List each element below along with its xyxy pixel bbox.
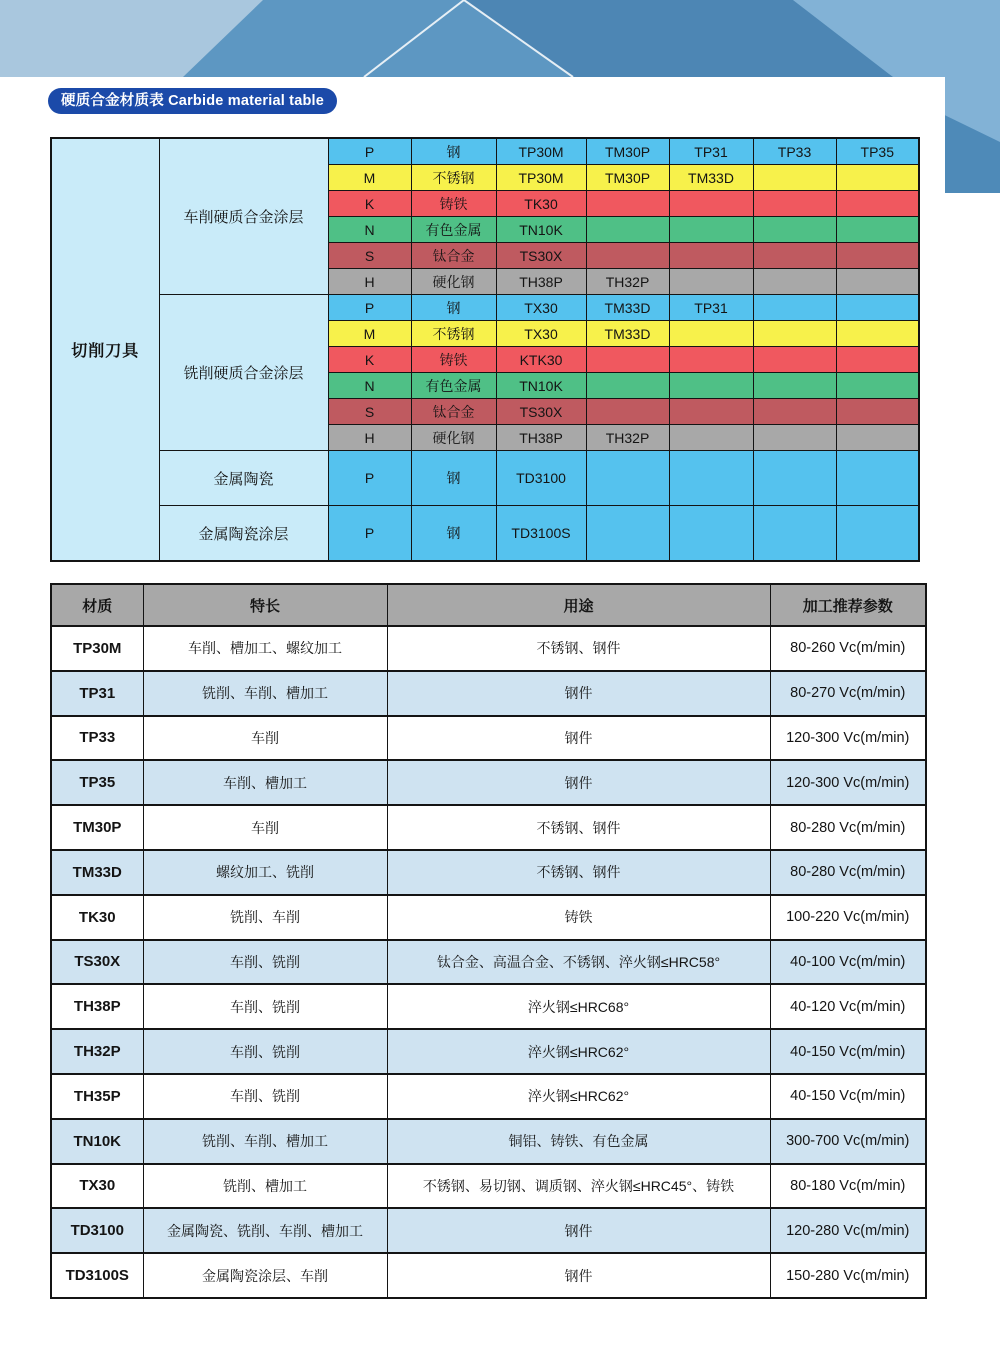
- grade-cell: [836, 425, 919, 451]
- spec-row: [51, 1164, 926, 1209]
- spec-params-cell: 80-280 Vc(m/min): [770, 805, 926, 850]
- grade-cell: [836, 347, 919, 373]
- grade-cell: [836, 295, 919, 321]
- iso-code-cell: P: [328, 295, 411, 321]
- grade-cell: [669, 347, 753, 373]
- spec-features-cell: 金属陶瓷涂层、车削: [143, 1253, 387, 1298]
- grade-cell: [753, 506, 836, 562]
- grade-cell: [753, 165, 836, 191]
- spec-features-cell: 铣削、车削: [143, 895, 387, 940]
- iso-code-cell: P: [328, 451, 411, 506]
- spec-features-cell: 铣削、车削、槽加工: [143, 1119, 387, 1164]
- spec-features-cell: 铣削、槽加工: [143, 1164, 387, 1209]
- grade-cell: TM33D: [669, 165, 753, 191]
- workpiece-cell: 钢: [411, 138, 496, 165]
- spec-usage-cell: 铸铁: [387, 895, 770, 940]
- spec-params-cell: 120-300 Vc(m/min): [770, 760, 926, 805]
- spec-table-body: [51, 626, 926, 1298]
- spec-usage-cell: 铜铝、铸铁、有色金属: [387, 1119, 770, 1164]
- spec-params-cell: 80-270 Vc(m/min): [770, 671, 926, 716]
- grid-row: [51, 138, 919, 165]
- spec-grade-cell: TK30: [51, 895, 143, 940]
- spec-row: [51, 760, 926, 805]
- spec-row: [51, 1029, 926, 1074]
- spec-usage-cell: 钢件: [387, 716, 770, 761]
- top-banner: [0, 0, 1000, 77]
- category-cell: 金属陶瓷: [159, 451, 328, 506]
- grade-cell: [836, 451, 919, 506]
- spec-grade-cell: TP35: [51, 760, 143, 805]
- grade-cell: [753, 217, 836, 243]
- spec-grade-cell: TP31: [51, 671, 143, 716]
- grade-cell: [669, 451, 753, 506]
- grade-cell: TM33D: [586, 295, 669, 321]
- spec-usage-cell: 钛合金、高温合金、不锈钢、淬火钢≤HRC58°: [387, 940, 770, 985]
- workpiece-cell: 钛合金: [411, 399, 496, 425]
- spec-grade-cell: TP30M: [51, 626, 143, 671]
- grade-cell: [753, 243, 836, 269]
- workpiece-cell: 不锈钢: [411, 321, 496, 347]
- spec-grade-cell: TX30: [51, 1164, 143, 1209]
- grade-cell: TK30: [496, 191, 586, 217]
- workpiece-cell: 钢: [411, 451, 496, 506]
- spec-features-cell: 车削、槽加工: [143, 760, 387, 805]
- spec-grade-cell: TM30P: [51, 805, 143, 850]
- grade-cell: [586, 243, 669, 269]
- spec-features-cell: 金属陶瓷、铣削、车削、槽加工: [143, 1208, 387, 1253]
- workpiece-cell: 钢: [411, 506, 496, 562]
- grade-cell: [836, 373, 919, 399]
- iso-code-cell: K: [328, 191, 411, 217]
- spec-params-cell: 80-260 Vc(m/min): [770, 626, 926, 671]
- grade-cell: [669, 191, 753, 217]
- spec-features-cell: 车削、槽加工、螺纹加工: [143, 626, 387, 671]
- grade-cell: TP31: [669, 295, 753, 321]
- spec-grade-cell: TN10K: [51, 1119, 143, 1164]
- right-side-strip: [945, 77, 1000, 193]
- workpiece-cell: 有色金属: [411, 373, 496, 399]
- grid-row: [51, 506, 919, 562]
- grade-cell: TM30P: [586, 138, 669, 165]
- banner-peak-lines-icon: [0, 0, 1000, 77]
- spec-features-cell: 车削、铣削: [143, 1074, 387, 1119]
- grade-cell: [836, 243, 919, 269]
- grade-cell: [753, 425, 836, 451]
- tool-label-cell: 切削刀具: [51, 138, 159, 561]
- spec-params-cell: 300-700 Vc(m/min): [770, 1119, 926, 1164]
- spec-row: [51, 984, 926, 1029]
- spec-usage-cell: 不锈钢、钢件: [387, 850, 770, 895]
- spec-grade-cell: TH35P: [51, 1074, 143, 1119]
- iso-code-cell: N: [328, 373, 411, 399]
- grade-cell: TD3100: [496, 451, 586, 506]
- spec-usage-cell: 不锈钢、易切钢、调质钢、淬火钢≤HRC45°、铸铁: [387, 1164, 770, 1209]
- workpiece-cell: 铸铁: [411, 191, 496, 217]
- spec-row: [51, 895, 926, 940]
- spec-features-cell: 车削、铣削: [143, 984, 387, 1029]
- grade-cell: [836, 321, 919, 347]
- spec-grade-cell: TD3100: [51, 1208, 143, 1253]
- spec-features-cell: 车削: [143, 805, 387, 850]
- grade-cell: [586, 506, 669, 562]
- grade-cell: [586, 399, 669, 425]
- grade-cell: TP30M: [496, 165, 586, 191]
- grade-cell: [836, 399, 919, 425]
- spec-usage-cell: 钢件: [387, 1253, 770, 1298]
- spec-grade-cell: TD3100S: [51, 1253, 143, 1298]
- spec-usage-cell: 不锈钢、钢件: [387, 626, 770, 671]
- grade-cell: TD3100S: [496, 506, 586, 562]
- spec-params-cell: 80-280 Vc(m/min): [770, 850, 926, 895]
- grade-cell: KTK30: [496, 347, 586, 373]
- spec-row: [51, 1074, 926, 1119]
- spec-usage-cell: 钢件: [387, 1208, 770, 1253]
- grade-cell: [753, 269, 836, 295]
- right-side-strip-dark-triangle: [945, 77, 1000, 193]
- grid-row: [51, 451, 919, 506]
- grade-cell: TS30X: [496, 243, 586, 269]
- grade-cell: [586, 217, 669, 243]
- spec-row: [51, 1208, 926, 1253]
- grade-cell: TH32P: [586, 425, 669, 451]
- category-cell: 铣削硬质合金涂层: [159, 295, 328, 451]
- spec-row: [51, 940, 926, 985]
- grade-cell: [753, 347, 836, 373]
- iso-code-cell: S: [328, 243, 411, 269]
- spec-grade-cell: TM33D: [51, 850, 143, 895]
- workpiece-cell: 不锈钢: [411, 165, 496, 191]
- grade-cell: [836, 217, 919, 243]
- grade-cell: [586, 373, 669, 399]
- iso-code-cell: N: [328, 217, 411, 243]
- spec-header-cell: 材质: [51, 584, 143, 626]
- workpiece-cell: 铸铁: [411, 347, 496, 373]
- spec-header-cell: 加工推荐参数: [770, 584, 926, 626]
- iso-code-cell: H: [328, 425, 411, 451]
- grid-row: [51, 295, 919, 321]
- grade-cell: [669, 373, 753, 399]
- grade-cell: TN10K: [496, 373, 586, 399]
- grade-cell: [669, 217, 753, 243]
- grade-cell: [753, 373, 836, 399]
- grade-cell: TX30: [496, 321, 586, 347]
- spec-features-cell: 车削、铣削: [143, 940, 387, 985]
- grade-cell: [753, 191, 836, 217]
- grade-cell: [836, 191, 919, 217]
- grade-cell: [753, 399, 836, 425]
- grade-cell: [753, 321, 836, 347]
- spec-grade-cell: TH32P: [51, 1029, 143, 1074]
- spec-grade-cell: TS30X: [51, 940, 143, 985]
- grade-cell: TM30P: [586, 165, 669, 191]
- workpiece-cell: 钛合金: [411, 243, 496, 269]
- grade-cell: TP31: [669, 138, 753, 165]
- spec-row: [51, 671, 926, 716]
- spec-row: [51, 1119, 926, 1164]
- grade-cell: [753, 295, 836, 321]
- grade-cell: [586, 347, 669, 373]
- spec-row: [51, 850, 926, 895]
- spec-params-cell: 40-100 Vc(m/min): [770, 940, 926, 985]
- grade-cell: [586, 191, 669, 217]
- spec-grade-cell: TH38P: [51, 984, 143, 1029]
- grade-cell: TP30M: [496, 138, 586, 165]
- iso-code-cell: K: [328, 347, 411, 373]
- spec-features-cell: 螺纹加工、铣削: [143, 850, 387, 895]
- grade-cell: TP35: [836, 138, 919, 165]
- workpiece-cell: 硬化钢: [411, 425, 496, 451]
- spec-features-cell: 车削、铣削: [143, 1029, 387, 1074]
- spec-header-cell: 用途: [387, 584, 770, 626]
- grade-cell: [586, 451, 669, 506]
- category-cell: 金属陶瓷涂层: [159, 506, 328, 562]
- workpiece-cell: 钢: [411, 295, 496, 321]
- grade-cell: [836, 269, 919, 295]
- grade-cell: [669, 399, 753, 425]
- spec-params-cell: 40-150 Vc(m/min): [770, 1074, 926, 1119]
- spec-usage-cell: 钢件: [387, 760, 770, 805]
- iso-code-cell: S: [328, 399, 411, 425]
- spec-params-cell: 120-300 Vc(m/min): [770, 716, 926, 761]
- spec-usage-cell: 钢件: [387, 671, 770, 716]
- grade-cell: TN10K: [496, 217, 586, 243]
- grade-cell: TH38P: [496, 425, 586, 451]
- spec-row: [51, 716, 926, 761]
- grade-cell: [836, 165, 919, 191]
- spec-usage-cell: 不锈钢、钢件: [387, 805, 770, 850]
- grade-cell: [669, 269, 753, 295]
- carbide-grid-body: [51, 138, 919, 561]
- page-title: 硬质合金材质表 Carbide material table: [48, 88, 337, 114]
- grade-cell: TM33D: [586, 321, 669, 347]
- spec-header-cell: 特长: [143, 584, 387, 626]
- spec-usage-cell: 淬火钢≤HRC62°: [387, 1074, 770, 1119]
- grade-cell: [669, 425, 753, 451]
- iso-code-cell: P: [328, 138, 411, 165]
- carbide-grid-table: [50, 137, 920, 562]
- grade-cell: [836, 506, 919, 562]
- spec-row: [51, 805, 926, 850]
- grade-cell: [753, 451, 836, 506]
- grade-cell: TP33: [753, 138, 836, 165]
- grade-cell: TS30X: [496, 399, 586, 425]
- spec-grade-cell: TP33: [51, 716, 143, 761]
- spec-usage-cell: 淬火钢≤HRC62°: [387, 1029, 770, 1074]
- grade-cell: TH38P: [496, 269, 586, 295]
- grade-cell: TH32P: [586, 269, 669, 295]
- spec-params-cell: 40-150 Vc(m/min): [770, 1029, 926, 1074]
- iso-code-cell: H: [328, 269, 411, 295]
- spec-row: [51, 626, 926, 671]
- spec-header-row: [51, 584, 926, 626]
- grade-cell: [669, 243, 753, 269]
- grade-cell: [669, 321, 753, 347]
- spec-table: [50, 583, 927, 1299]
- spec-features-cell: 车削: [143, 716, 387, 761]
- spec-params-cell: 120-280 Vc(m/min): [770, 1208, 926, 1253]
- spec-features-cell: 铣削、车削、槽加工: [143, 671, 387, 716]
- category-cell: 车削硬质合金涂层: [159, 138, 328, 295]
- iso-code-cell: M: [328, 165, 411, 191]
- workpiece-cell: 硬化钢: [411, 269, 496, 295]
- spec-params-cell: 150-280 Vc(m/min): [770, 1253, 926, 1298]
- spec-params-cell: 100-220 Vc(m/min): [770, 895, 926, 940]
- workpiece-cell: 有色金属: [411, 217, 496, 243]
- spec-params-cell: 40-120 Vc(m/min): [770, 984, 926, 1029]
- spec-usage-cell: 淬火钢≤HRC68°: [387, 984, 770, 1029]
- grade-cell: [669, 506, 753, 562]
- spec-row: [51, 1253, 926, 1298]
- spec-params-cell: 80-180 Vc(m/min): [770, 1164, 926, 1209]
- iso-code-cell: M: [328, 321, 411, 347]
- iso-code-cell: P: [328, 506, 411, 562]
- grade-cell: TX30: [496, 295, 586, 321]
